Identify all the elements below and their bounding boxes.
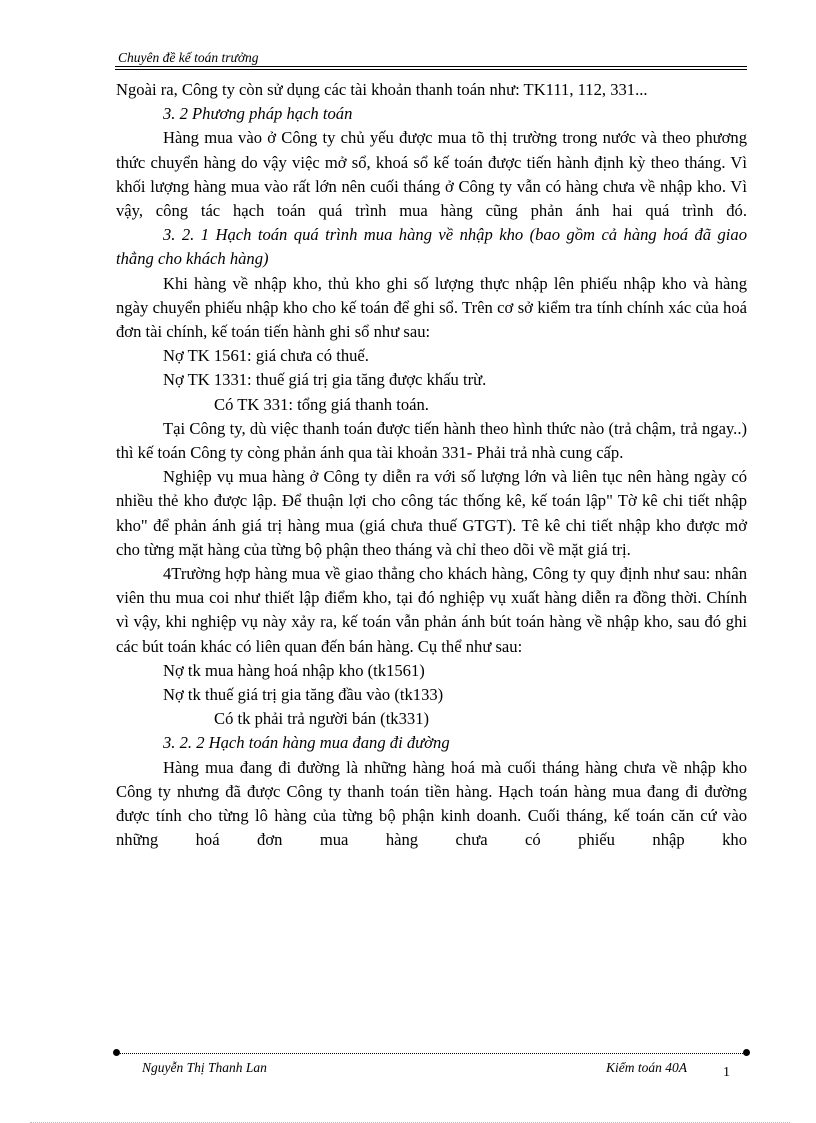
entry-debit-tk1561: Nợ tk mua hàng hoá nhập kho (tk1561)	[163, 660, 425, 680]
header-rule-top	[115, 66, 747, 67]
page-number: 1	[723, 1065, 730, 1080]
entry-debit-tk133: Nợ tk thuế giá trị gia tăng đầu vào (tk133)	[163, 685, 444, 705]
paragraph-payment-331: Tại Công ty, dù việc thanh toán được tiến hành theo hình thức nào (trả chậm, trả ngay..) thì kế toán Công ty còng phản ánh qua tài khoản 331- Phải trả nhà cung cấp.	[116, 418, 747, 463]
footer-dotted-rule	[117, 1053, 747, 1054]
footer-author: Nguyễn Thị Thanh Lan	[142, 1060, 267, 1075]
footer-class: Kiểm toán 40A	[606, 1060, 687, 1075]
paragraph-goods-in-transit: Hàng mua đang đi đường là những hàng hoá mà cuối tháng hàng chưa về nhập kho Công ty nhưng đã được Công ty thanh toán tiền hàng. Hạch toán hàng mua đang đi đường được tính cho từng lô hàng của từng bộ phận kinh doanh. Cuối tháng, kế toán căn cứ vào những hoá đơn mua hàng chưa có phiếu nhập kho	[116, 757, 747, 850]
document-body	[116, 78, 747, 853]
header-rule-bottom	[115, 69, 747, 70]
section-heading-3-2: 3. 2 Phương pháp hạch toán	[163, 104, 353, 124]
entry-credit-331: Có TK 331: tổng giá thanh toán.	[214, 394, 429, 414]
paragraph-detail-list: Nghiệp vụ mua hàng ở Công ty diễn ra với số lượng lớn và liên tục nên hàng ngày có nhiều thẻ kho được lập. Để thuận lợi cho công tác thống kê, kế toán lập" Tờ kê chi tiết nhập kho" để phản ánh giá trị hàng mua (giá chưa thuế GTGT). Tê kê chi tiết nhập kho được mở cho từng mặt hàng của từng bộ phận theo tháng và chỉ theo dõi về mặt giá trị.	[116, 467, 747, 559]
entry-debit-1561: Nợ TK 1561: giá chưa có thuế.	[163, 346, 369, 366]
footer-bullet-right	[743, 1049, 750, 1056]
paragraph-intro: Ngoài ra, Công ty còn sử dụng các tài khoản thanh toán như: TK111, 112, 331...	[116, 80, 648, 99]
entry-debit-1331: Nợ TK 1331: thuế giá trị gia tăng được khấu trừ.	[163, 370, 487, 390]
entry-credit-tk331: Có tk phải trả người bán (tk331)	[214, 709, 430, 729]
paragraph-warehouse-entry: Khi hàng về nhập kho, thủ kho ghi số lượng thực nhập lên phiếu nhập kho và hàng ngày chuyển phiếu nhập kho cho kế toán để ghi sổ. Trên cơ sở kiểm tra tính chính xác của hoá đơn tài chính, kế toán tiến hành ghi sổ như sau:	[116, 273, 747, 342]
paragraph-direct-delivery: 4Trường hợp hàng mua về giao thẳng cho khách hàng, Công ty quy định như sau: nhân viên thu mua coi như thiết lập điểm kho, tại đó nghiệp vụ xuất hàng diễn ra đồng thời. Chính vì vậy, khi nghiệp vụ này xảy ra, kế toán vẫn phản ánh bút toán hàng về nhập kho, sau đó ghi các bút toán khác có liên quan đến bán hàng. Cụ thể như sau:	[116, 564, 747, 656]
paragraph-purchase-overview: Hàng mua vào ở Công ty chủ yếu được mua tõ thị trường trong nước và theo phương thức chuyển hàng do vậy việc mở sổ, khoá sổ kế toán được tiến hành định kỳ theo tháng. Vì khối lượng hàng mua vào rất lớn nên cuối tháng ở Công ty vẫn có hàng chưa về nhập kho. Vì vậy, công tác hạch toán quá trình mua hàng cũng phản ánh hai quá trình đó.	[116, 128, 747, 221]
section-heading-3-2-2: 3. 2. 2 Hạch toán hàng mua đang đi đường	[163, 733, 450, 753]
page-header-title: Chuyên đề kế toán trưởng	[118, 50, 259, 65]
section-heading-3-2-1: 3. 2. 1 Hạch toán quá trình mua hàng về nhập kho (bao gồm cả hàng hoá đã giao thẳng cho khách hàng)	[116, 225, 747, 269]
